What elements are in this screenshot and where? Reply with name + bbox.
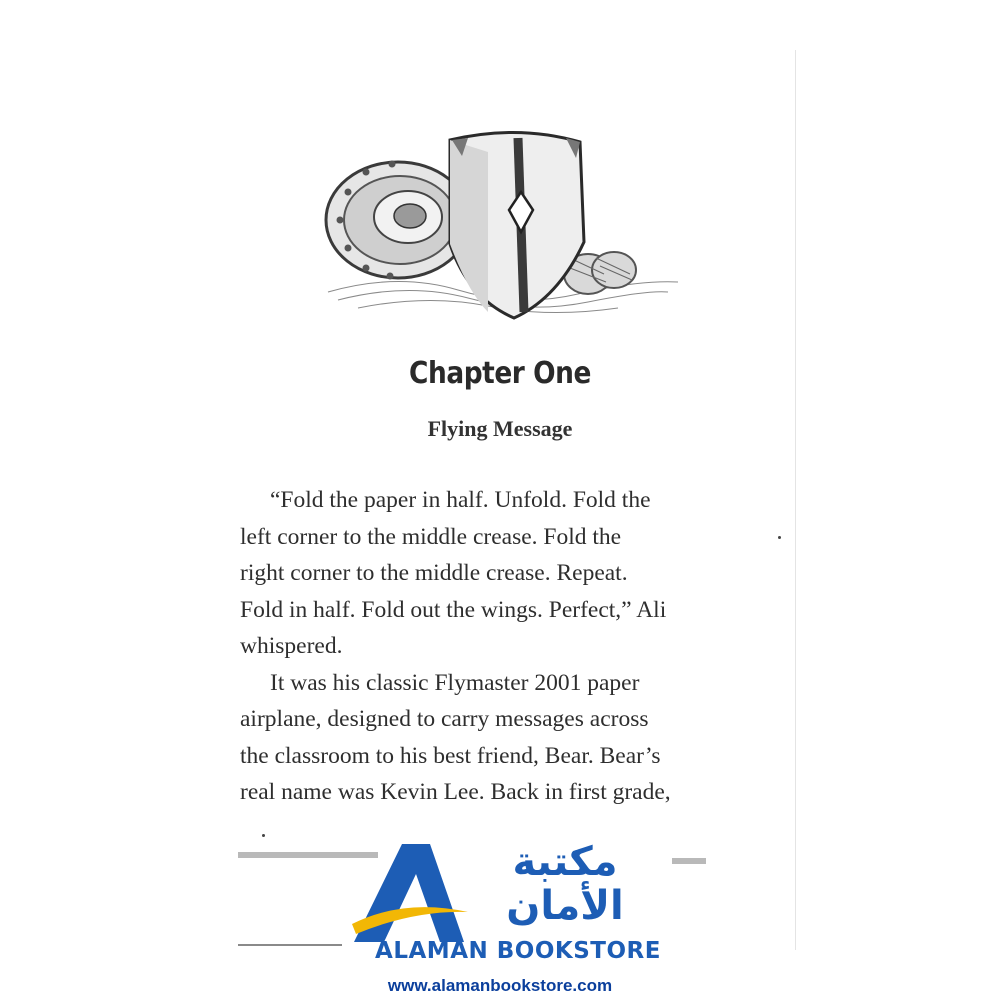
body-line: the classroom to his best friend, Bear. Bear’s bbox=[240, 742, 661, 769]
watermark-url: www.alamanbookstore.com bbox=[387, 976, 613, 995]
divider-rule-right bbox=[672, 858, 706, 864]
page-edge-divider bbox=[795, 50, 796, 950]
chapter-subtitle: Flying Message bbox=[427, 416, 573, 441]
divider-rule-bottom bbox=[238, 944, 342, 946]
body-line: airplane, designed to carry messages across bbox=[240, 706, 649, 732]
chapter-body bbox=[240, 482, 710, 811]
shield-and-helmet-illustration bbox=[318, 122, 684, 324]
body-line: Fold in half. Fold out the wings. Perfect,” Ali bbox=[240, 596, 667, 623]
body-line: left corner to the middle crease. Fold the bbox=[240, 523, 622, 550]
body-line: whispered. bbox=[240, 633, 343, 659]
body-line: It was his classic Flymaster 2001 paper bbox=[270, 669, 640, 696]
paper-speck bbox=[778, 536, 781, 539]
chapter-title: Chapter One bbox=[409, 356, 591, 391]
body-line: “Fold the paper in half. Unfold. Fold the bbox=[270, 487, 651, 513]
paper-speck bbox=[262, 834, 265, 837]
body-line: right corner to the middle crease. Repeat. bbox=[240, 560, 628, 586]
watermark-arabic-name: مكتبة الأمان bbox=[506, 839, 624, 929]
body-line: real name was Kevin Lee. Back in first grade, bbox=[240, 779, 671, 805]
watermark-english-name: ALAMAN BOOKSTORE bbox=[375, 938, 661, 964]
